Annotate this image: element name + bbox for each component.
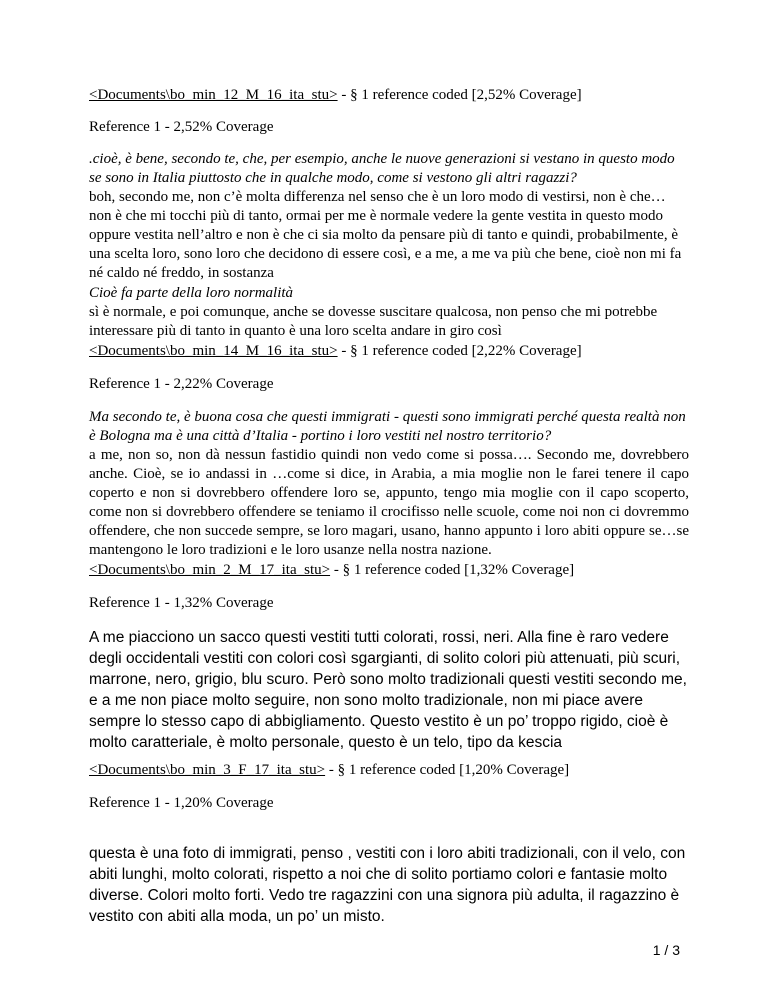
reference-1: Reference 1 - 2,52% Coverage [89,119,274,135]
reference-2: Reference 1 - 2,22% Coverage [89,376,274,392]
answer-2: a me, non so, non dà nessun fastidio quindi non vedo come si possa…. Secondo me, dovrebbero anche. Cioè, se io andassi in …come si dice, in Arabia, a mia moglie non le farei tenere il capo coperto e non si dovrebbero offendere loro se, appunto, tengo mia moglie con il capo scoperto, come non si dovrebbero offendere se teniamo il crocifisso nelle scuole, come noi non ci dovremmo offendere, che non succede sempre, se loro magari, usano, hanno appunto i loro abiti oppure se…se mantengono le loro tradizioni e le loro usanze nella nostra nazione. [89,447,689,558]
answer-1b: sì è normale, e poi comunque, anche se dovesse suscitare qualcosa, non penso che mi potrebbe interessare più di tanto in quanto è una loro scelta andare in giro così [89,304,658,339]
doc-header-2 [89,342,689,361]
answer-1a: boh, secondo me, non c’è molta differenza nel senso che è un loro modo di vestirsi, non è che… non è che mi tocchi più di tanto, ormai per me è normale vedere la gente vestita in questo modo oppure vestita nell’altro e non è che ci sia molto da pensare più di tanto e quindi, probabilmente, è una scelta loro, sono loro che decidono di essere così, e a me, a me va più che bene, cioè non mi fa né caldo né freddo, in sostanza [89,189,682,281]
doc-header-4 [89,761,689,780]
doc-link-1[interactable]: <Documents\bo_min_12_M_16_ita_stu> [89,87,338,103]
doc-meta-1: - § 1 reference coded [2,52% Coverage] [337,87,582,103]
reference-4: Reference 1 - 1,20% Coverage [89,795,274,811]
passage-3: A me piacciono un sacco questi vestiti tutti colorati, rossi, neri. Alla fine è raro vedere degli occidentali vestiti con colori così sgargianti, di solito colori più attenuati, più scuri, marrone, nero, grigio, blu scuro. Però sono molto tradizionali questi vestiti secondo me, e a me non piace molto seguire, non sono molto tradizionale, non mi piace avere sempre lo stesso capo di abbigliamento. Questo vestito è un po’ troppo rigido, cioè è molto caratteriale, è molto personale, questo è un telo, tipo da kescia [89,629,687,751]
doc-link-2[interactable]: <Documents\bo_min_14_M_16_ita_stu> [89,343,338,359]
reference-3: Reference 1 - 1,32% Coverage [89,595,274,611]
passage-4: questa è una foto di immigrati, penso , vestiti con i loro abiti tradizionali, con il velo, con abiti lunghi, molto colorati, rispetto a noi che di solito portiamo colori e fantasie molto diverse. Colori molto forti. Vedo tre ragazzini con una signora più adulta, il ragazzino è vestito con abiti alla moda, un po’ un misto. [89,845,686,925]
doc-meta-4: - § 1 reference coded [1,20% Coverage] [325,762,570,778]
page-number: 1 / 3 [652,942,680,958]
question-1b: Cioè fa parte della loro normalità [89,285,294,301]
doc-header-1 [89,86,689,105]
question-2: Ma secondo te, è buona cosa che questi immigrati - questi sono immigrati perché questa realtà non è Bologna ma è una città d’Italia - portino i loro vestiti nel nostro territorio? [89,409,686,444]
doc-meta-2: - § 1 reference coded [2,22% Coverage] [337,343,582,359]
doc-meta-3: - § 1 reference coded [1,32% Coverage] [330,562,575,578]
question-1a: .cioè, è bene, secondo te, che, per esempio, anche le nuove generazioni si vestano in questo modo se sono in Italia piuttosto che in qualche modo, come si vestono gli altri ragazzi? [89,151,675,186]
doc-link-4[interactable]: <Documents\bo_min_3_F_17_ita_stu> [89,762,326,778]
doc-header-3 [89,561,689,580]
doc-link-3[interactable]: <Documents\bo_min_2_M_17_ita_stu> [89,562,331,578]
